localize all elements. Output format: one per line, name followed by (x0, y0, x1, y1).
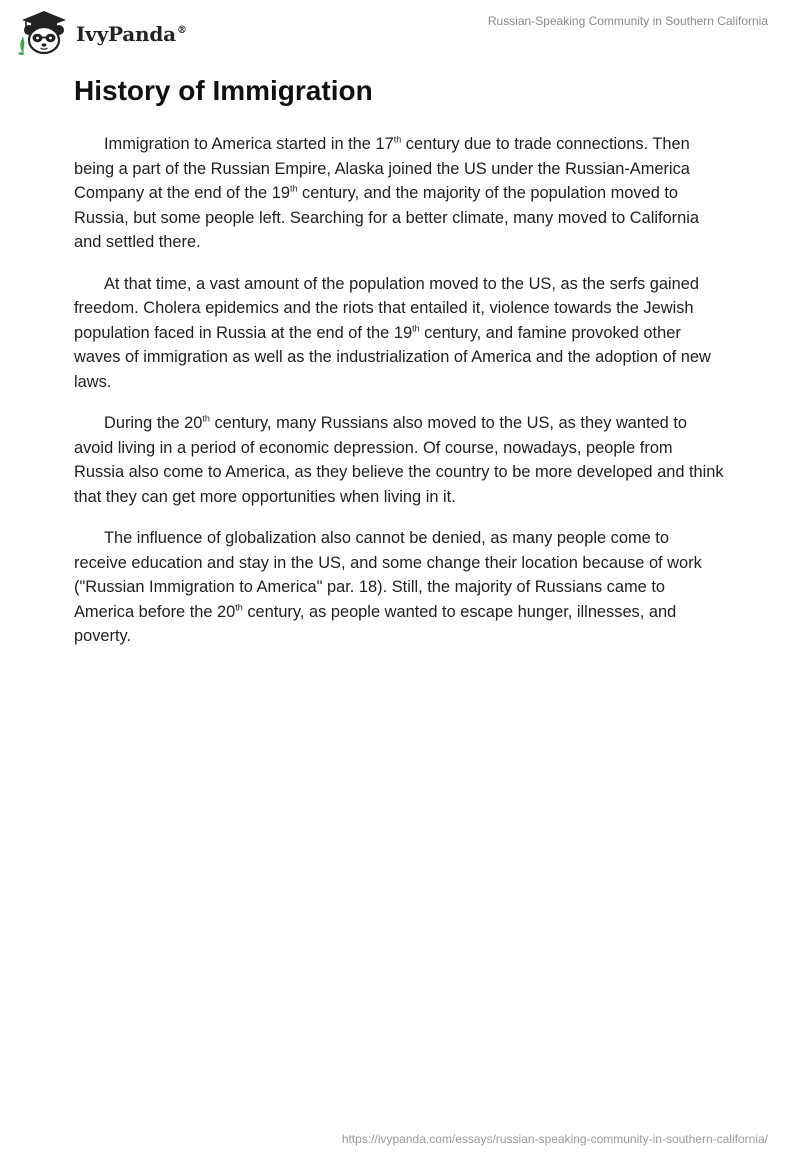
paragraph-4 (74, 526, 724, 649)
page-header (0, 0, 800, 64)
source-url-link[interactable]: https://ivypanda.com/essays/russian-speaking-community-in-southern-california/ (341, 1132, 768, 1146)
paragraph-2-text-a: At that time, a vast amount of the population moved to the US, as the serfs gained freedom. Cholera epidemics and the riots that entailed it, violence towards the Jewish population faced in Russia at the end of the 19 (74, 274, 699, 342)
paragraph-3-text-a: During the 20 (104, 414, 203, 432)
panda-graduate-icon (14, 8, 70, 56)
paragraph-1 (74, 132, 724, 255)
paragraph-1-text-a: Immigration to America started in the 17 (104, 135, 394, 153)
paragraph-1-text-c: century, and the majority of the population moved to Russia, but some people left. Searching for a better climate, many moved to California and settled there. (74, 184, 699, 251)
section-title: History of Immigration (74, 75, 373, 106)
brand-name: IvyPanda® (76, 22, 187, 46)
paragraph-4-text-a: The influence of globalization also cannot be denied, as many people come to receive education and stay in the US, and some change their location because of work ("Russian Immigration to America" par. 18). Still, the majority of Russians came to America before the 20 (74, 529, 702, 621)
paragraph-3-text-b: century, many Russians also moved to the US, as they wanted to avoid living in a period of economic depression. Of course, nowadays, people from Russia also come to America, as they believe the country to be more developed and think that they can get more opportunities when living in it. (74, 414, 724, 506)
ordinal-suffix: th (393, 134, 402, 145)
document-body (74, 70, 724, 666)
ivypanda-logo[interactable] (14, 8, 187, 56)
paragraph-3 (74, 411, 724, 509)
ordinal-suffix: th (289, 183, 298, 194)
paragraph-1-text-b: century due to trade connections. Then being a part of the Russian Empire, Alaska joined the US under the Russian-America Company at the end of the 19 (74, 135, 690, 202)
ordinal-suffix: th (235, 602, 243, 613)
paragraph-2 (74, 272, 724, 395)
ordinal-suffix: th (202, 413, 210, 424)
registered-mark: ® (176, 25, 187, 37)
ordinal-suffix: th (412, 323, 420, 334)
paragraph-2-text-b: century, and famine provoked other waves of immigration as well as the industrialization of America and the adoption of new laws. (74, 323, 711, 391)
paragraph-4-text-b: century, as people wanted to escape hunger, illnesses, and poverty. (74, 602, 677, 645)
running-title: Russian-Speaking Community in Southern California (487, 14, 768, 28)
